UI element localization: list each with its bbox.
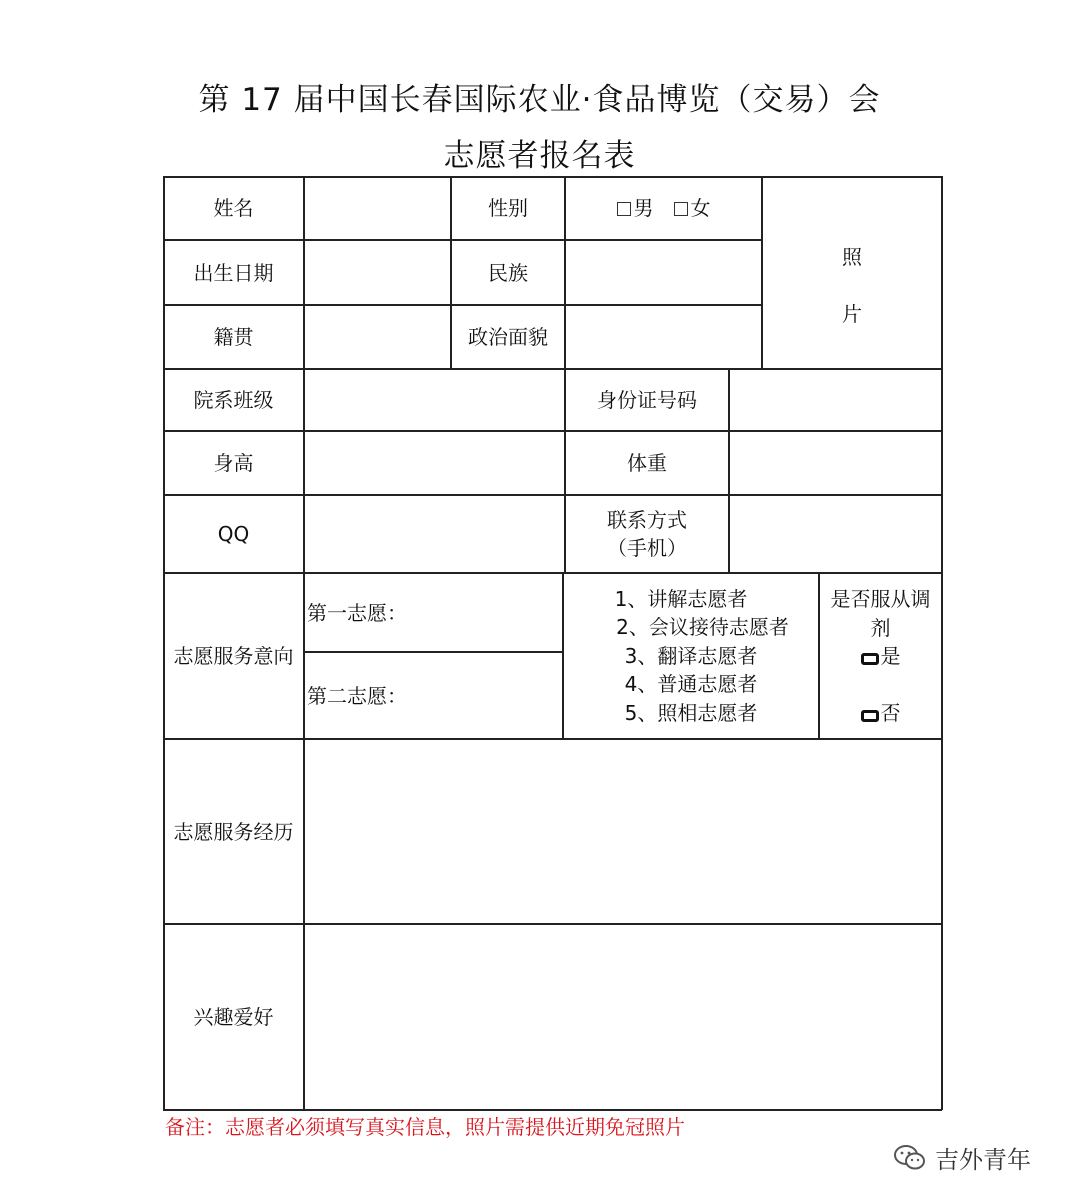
birth-date-label: 出生日期 xyxy=(193,260,274,285)
birth-date-field[interactable] xyxy=(305,241,450,304)
form-title: 第 17 届中国长春国际农业·食品博览（交易）会 xyxy=(198,82,881,118)
option-item: 1、讲解志愿者 xyxy=(614,586,748,611)
photo-area[interactable] xyxy=(763,177,941,367)
department-class-label: 院系班级 xyxy=(193,388,274,412)
native-place-label: 籍贯 xyxy=(213,325,254,349)
female-option[interactable] xyxy=(674,194,711,222)
contact-label-line1: 联系方式 xyxy=(607,508,687,532)
male-checkbox[interactable] xyxy=(617,202,631,216)
no-checkbox[interactable] xyxy=(861,710,879,722)
contact-label xyxy=(566,496,728,572)
photo-label-2: 片 xyxy=(842,302,862,326)
no-label: 否 xyxy=(880,700,901,725)
wechat-icon xyxy=(893,1144,927,1172)
option-item: 4、普通志愿者 xyxy=(624,672,758,697)
watermark-text: 吉外青年 xyxy=(935,1146,1031,1174)
first-choice-field[interactable]: 第一志愿： xyxy=(307,600,407,625)
name-field[interactable] xyxy=(305,177,450,239)
female-label: 女 xyxy=(690,196,711,220)
option-item: 3、翻译志愿者 xyxy=(624,643,758,668)
gender-options xyxy=(566,177,761,239)
weight-label: 体重 xyxy=(627,451,667,475)
name-label: 姓名 xyxy=(213,196,254,220)
department-class-field[interactable] xyxy=(305,370,564,430)
table-border-right xyxy=(941,176,943,1110)
ethnicity-field[interactable] xyxy=(566,241,761,304)
volunteer-options-list xyxy=(564,574,818,738)
adjust-no-option[interactable] xyxy=(861,699,901,728)
political-status-label: 政治面貌 xyxy=(468,325,548,349)
male-label: 男 xyxy=(633,196,654,220)
male-option[interactable] xyxy=(617,194,654,222)
height-field[interactable] xyxy=(305,432,564,494)
adjust-cell xyxy=(820,574,941,738)
photo-label-1: 照 xyxy=(842,245,862,269)
yes-checkbox[interactable] xyxy=(861,653,879,665)
height-label: 身高 xyxy=(213,451,254,475)
service-experience-label: 志愿服务经历 xyxy=(173,819,294,844)
weight-field[interactable] xyxy=(730,432,941,494)
gender-label: 性别 xyxy=(488,196,528,220)
service-intent-label: 志愿服务意向 xyxy=(173,644,294,668)
adjust-yes-option[interactable] xyxy=(861,642,901,671)
option-item: 2、会议接待志愿者 xyxy=(616,615,789,640)
qq-field[interactable] xyxy=(305,496,564,572)
adjust-question-line2: 剂 xyxy=(870,615,891,640)
ethnicity-label: 民族 xyxy=(488,260,528,285)
native-place-field[interactable] xyxy=(305,306,450,368)
yes-label: 是 xyxy=(880,644,901,668)
form-subtitle: 志愿者报名表 xyxy=(443,138,636,174)
id-number-field[interactable] xyxy=(730,370,941,430)
second-choice-field[interactable]: 第二志愿： xyxy=(307,683,407,708)
qq-label: QQ xyxy=(217,522,250,546)
option-item: 5、照相志愿者 xyxy=(624,700,758,725)
contact-field[interactable] xyxy=(730,496,941,572)
id-number-label: 身份证号码 xyxy=(597,388,697,412)
contact-label-line2: （手机） xyxy=(607,536,687,560)
service-experience-field[interactable] xyxy=(305,740,941,923)
form-note: 备注：志愿者必须填写真实信息，照片需提供近期免冠照片 xyxy=(165,1115,685,1139)
female-checkbox[interactable] xyxy=(674,202,688,216)
watermark xyxy=(893,1140,1031,1175)
adjust-question-line1: 是否服从调 xyxy=(830,587,931,611)
political-status-field[interactable] xyxy=(566,306,761,368)
hobbies-label: 兴趣爱好 xyxy=(193,1005,274,1029)
hobbies-field[interactable] xyxy=(305,925,941,1109)
